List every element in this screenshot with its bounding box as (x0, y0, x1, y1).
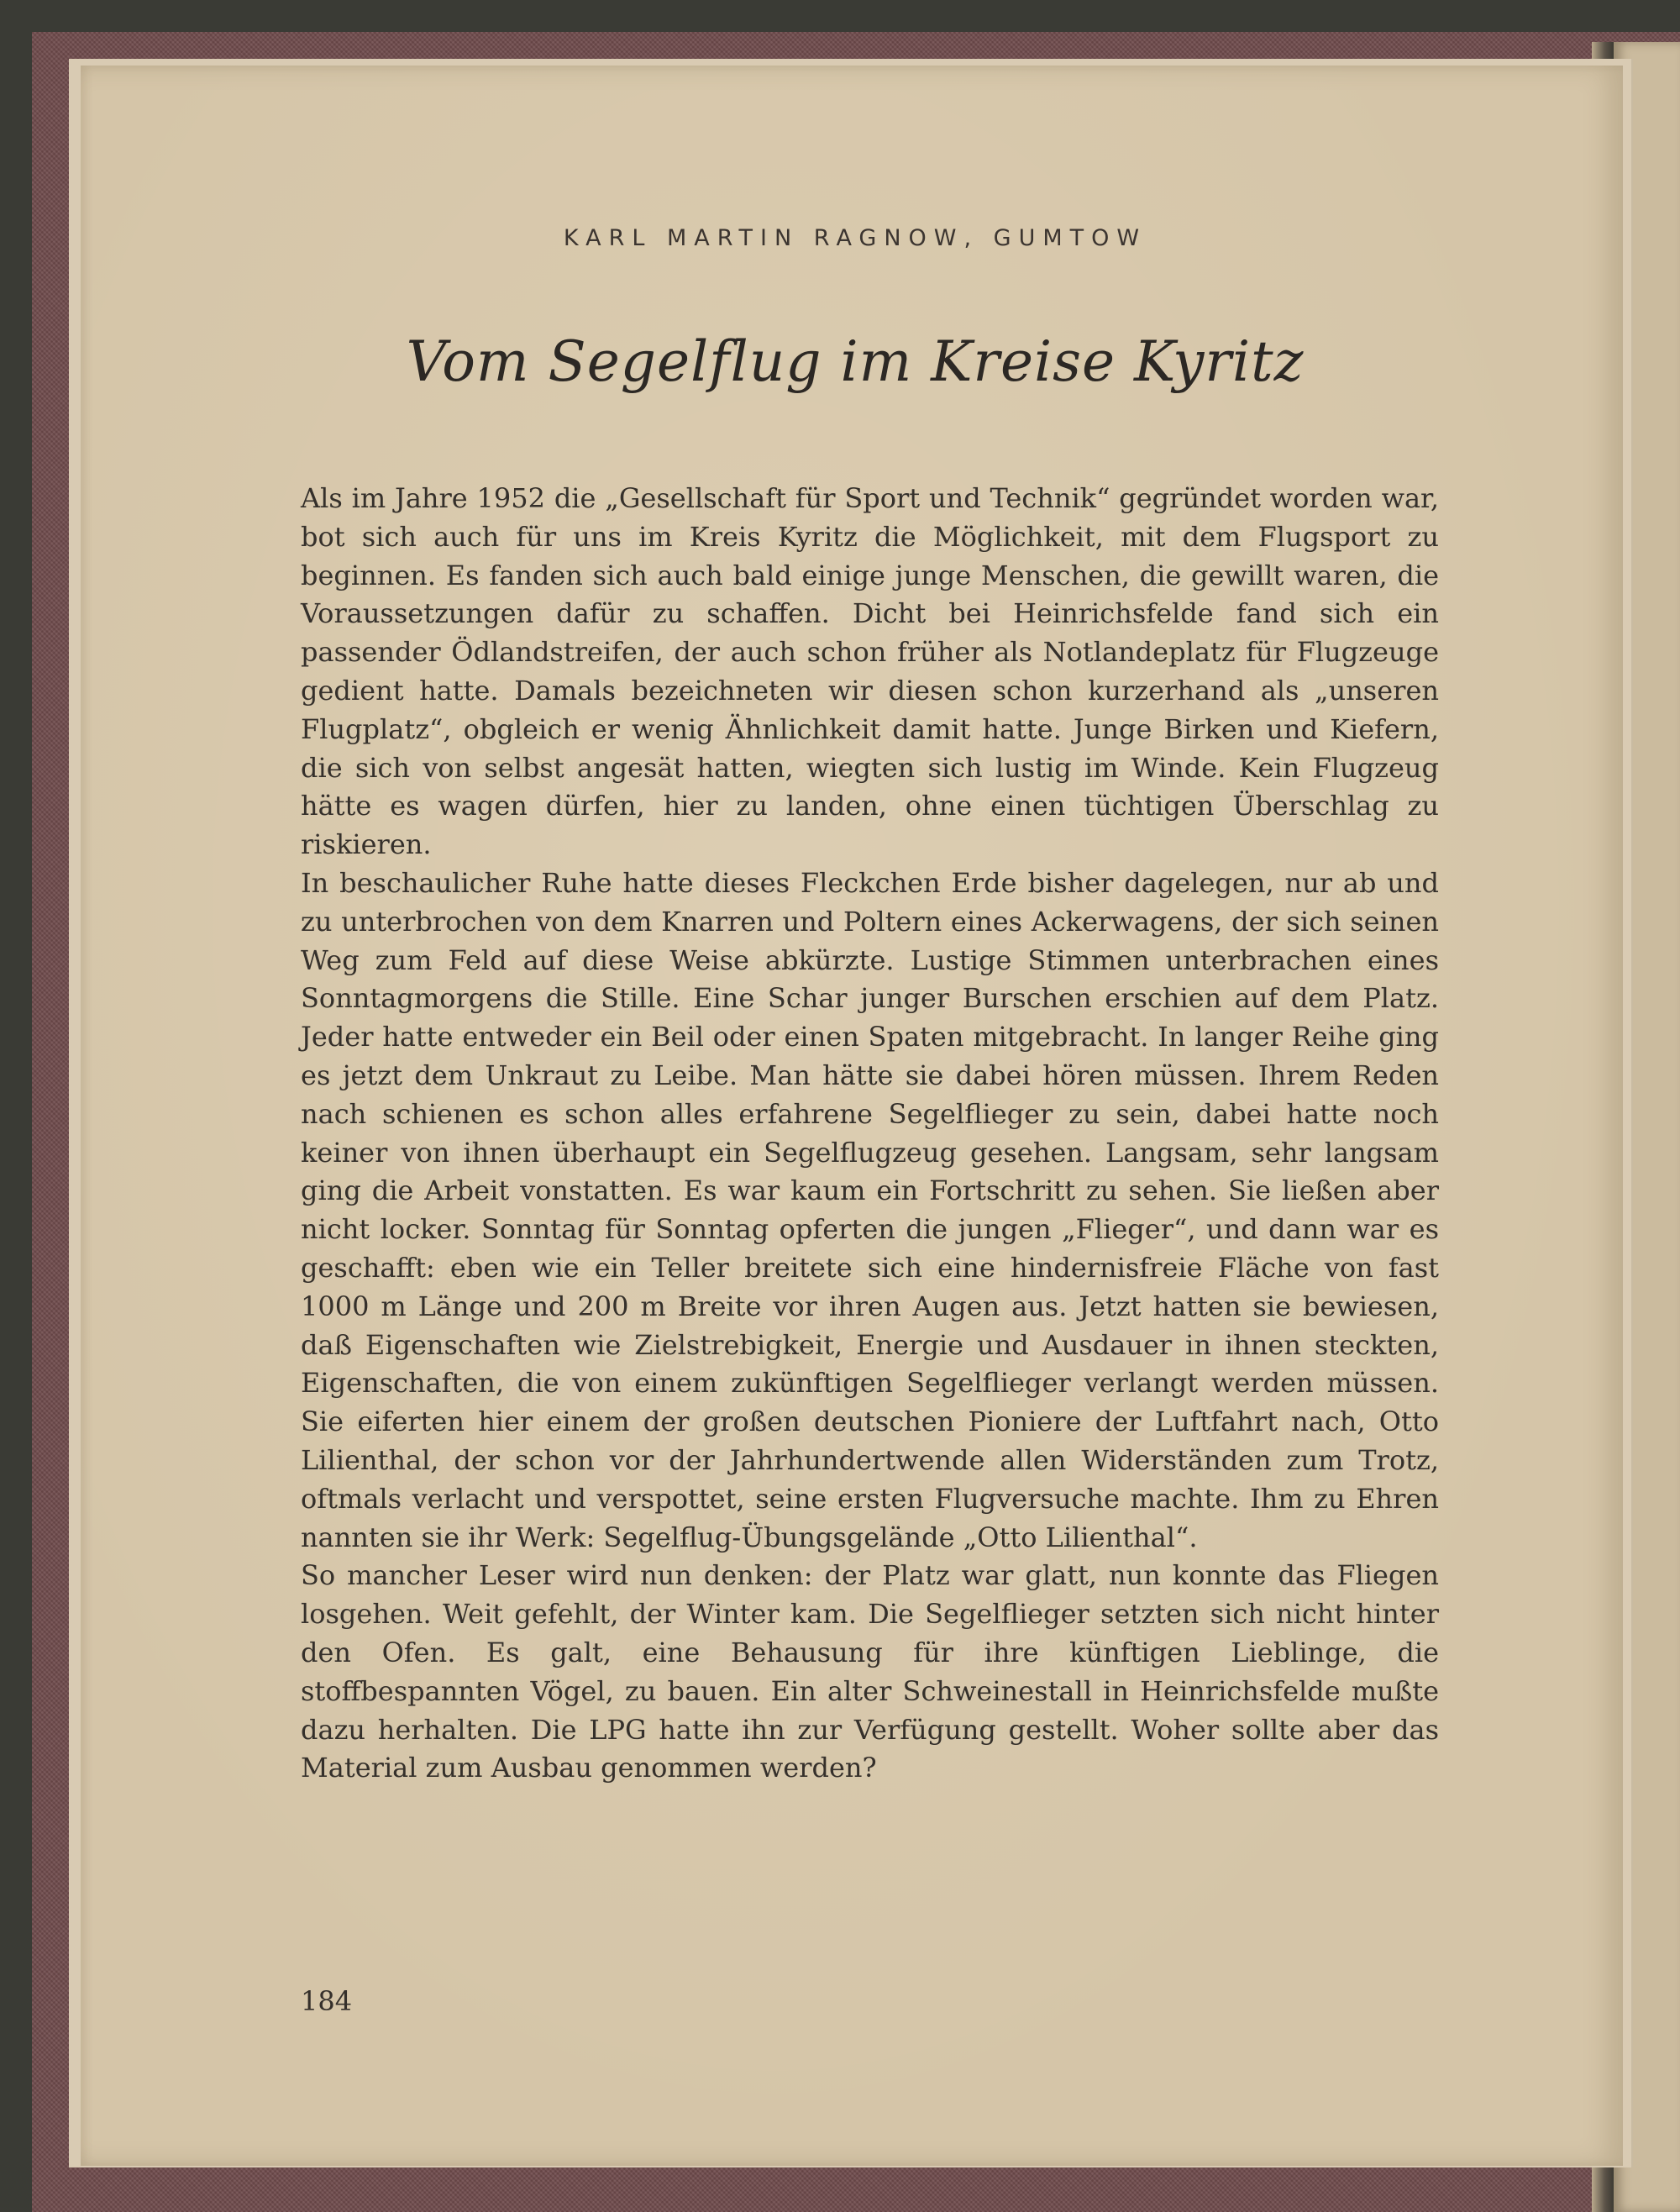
page-number: 184 (301, 1985, 353, 2017)
paragraph-3: So mancher Leser wird nun denken: der Platz war glatt, nun konnte das Fliegen losgehen. Weit gefehlt, der Winter kam. Die Segelflieger setzten sich nicht hinter den Ofen. Es galt, eine Behausung für ihre künftigen Lieblinge, die stoffbespannten Vögel, zu bauen. Ein alter Schweinestall in Heinrichsfelde mußte dazu herhalten. Die LPG hatte ihn zur Verfügung gestellt. Woher sollte aber das Material zum Ausbau genommen werden? (301, 1559, 1439, 1784)
paragraph-2: In beschaulicher Ruhe hatte dieses Fleckchen Erde bisher dagelegen, nur ab und zu unterbrochen von dem Knarren und Poltern eines Ackerwagens, der sich seinen Weg zum Feld auf diese Weise abkürzte. Lustige Stimmen unterbrachen eines Sonntagmorgens die Stille. Eine Schar junger Burschen erschien auf dem Platz. Jeder hatte entweder ein Beil oder einen Spaten mitgebracht. In langer Reihe ging es jetzt dem Unkraut zu Leibe. Man hätte sie dabei hören müssen. Ihrem Reden nach schienen es schon alles erfahrene Segelflieger zu sein, dabei hatte noch keiner von ihnen überhaupt ein Segelflugzeug gesehen. Langsam, sehr langsam ging die Arbeit vonstatten. Es war kaum ein Fortschritt zu sehen. Sie ließen aber nicht locker. Sonntag für Sonntag opferten die jungen „Flieger“, und dann war es geschafft: eben wie ein Teller breitete sich eine hindernisfreie Fläche von fast 1000 m Länge und 200 m Breite vor ihren Augen aus. Jetzt hatten sie bewiesen, daß Eigenschaften wie Zielstrebigkeit, Energie und Ausdauer in ihnen steckten, Eigenschaften, die von einem zukünftigen Segelflieger verlangt werden müssen. Sie eiferten hier einem der großen deutschen Pioniere der Luftfahrt nach, Otto Lilienthal, der schon vor der Jahrhundertwende allen Widerständen zum Trotz, oftmals verlacht und verspottet, seine ersten Flugversuche machte. Ihm zu Ehren nannten sie ihr Werk: Segelflug-Übungsgelände „Otto Lilienthal“. (301, 866, 1439, 1553)
paragraph-1: Als im Jahre 1952 die „Gesellschaft für Sport und Technik“ gegründet worden war, bot sich auch für uns im Kreis Kyritz die Möglichkeit, mit dem Flugsport zu beginnen. Es fanden sich auch bald einige junge Menschen, die gewillt waren, die Voraussetzungen dafür zu schaffen. Dicht bei Heinrichsfelde fand sich ein passender Ödlandstreifen, der auch schon früher als Notlandeplatz für Flugzeuge gedient hatte. Damals bezeichneten wir diesen schon kurzerhand als „unseren Flugplatz“, obgleich er wenig Ähnlichkeit damit hatte. Junge Birken und Kiefern, die sich von selbst angesät hatten, wiegten sich lustig im Winde. Kein Flugzeug hätte es wagen dürfen, hier zu landen, ohne einen tüchtigen Überschlag zu riskieren. (301, 482, 1439, 861)
article-body (301, 480, 1439, 1788)
article-title: Vom Segelflug im Kreise Kyritz (406, 329, 1305, 394)
author-byline: KARL MARTIN RAGNOW, GUMTOW (563, 225, 1147, 251)
